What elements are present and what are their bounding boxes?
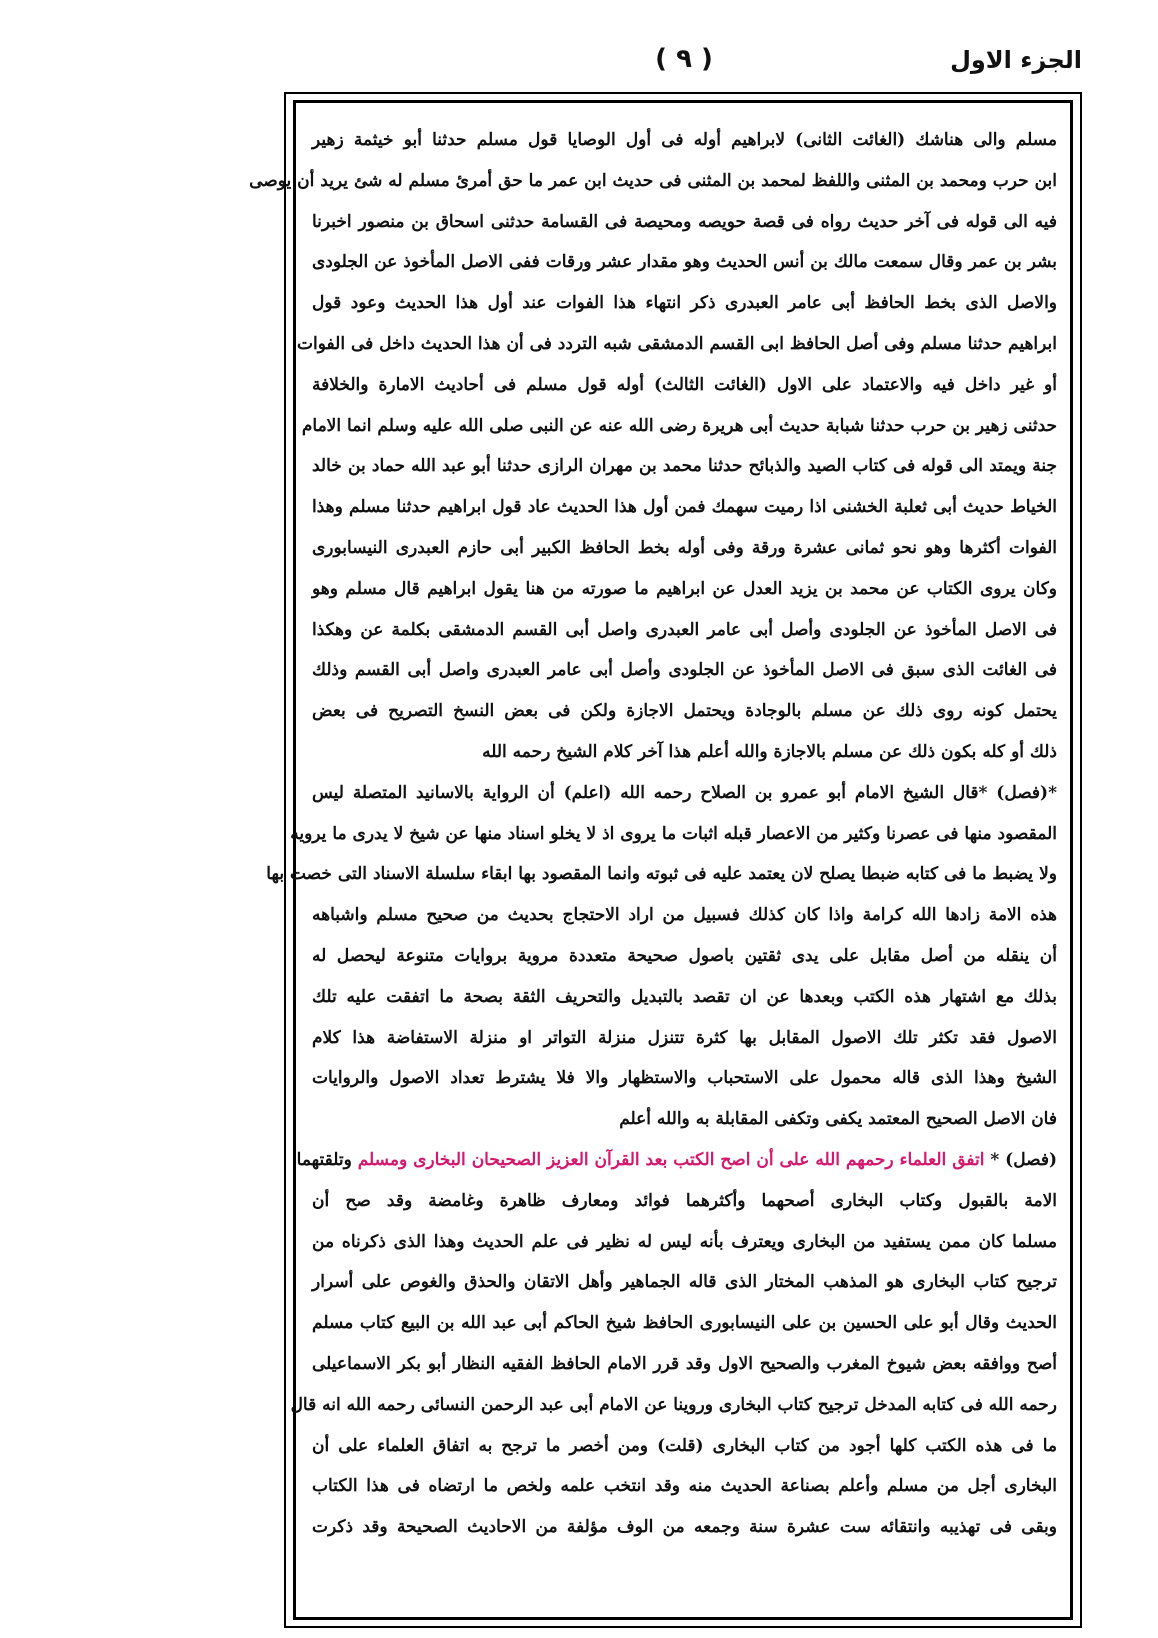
section-marker: (فصل) * (984, 1149, 1057, 1170)
text-line: وكان يروى الكتاب عن محمد بن يزيد العدل عن ابراهيم ما صورته من هنا يقول ابراهيم قال مسلم وهو (312, 578, 1057, 599)
line-tail: وتلقتهما (296, 1149, 358, 1170)
text-line: جنة ويمتد الى قوله فى كتاب الصيد والذبائح حدثنا محمد بن مهران الرازى حدثنا أبو عبد الله حماد بن خالد (312, 456, 1057, 477)
volume-label: الجزء الاول (950, 46, 1082, 74)
text-line: فى الغائت الذى سبق فى الاصل المأخوذ عن الجلودى وأصل أبى عامر العبدرى واصل أبى القسم وذلك (312, 660, 1057, 681)
text-line: فى الاصل المأخوذ عن الجلودى وأصل أبى عامر العبدرى واصل أبى القسم الدمشقى بكلمة عن وهكذا (312, 619, 1057, 640)
text-line: هذه الامة زادها الله كرامة واذا كان كذلك فسبيل من اراد الاحتجاج بحديث من صحيح مسلم واشباهه (312, 905, 1057, 926)
text-line: أصح ووافقه بعض شيوخ المغرب والصحيح الاول وقد قرر الامام الحافظ الفقيه النظار أبو بكر الاسماعيلى (312, 1353, 1057, 1374)
text-line: مسلم والى هناشك (الغائت الثانى) لابراهيم أوله فى أول الوصايا قول مسلم حدثنا أبو خيثمة زهير (312, 130, 1057, 150)
text-line: الاصول فقد تكثر تلك الاصول المقابل بها كثرة تتنزل منزلة التواتر او منزلة الاستفاضة هذا كلام (312, 1027, 1057, 1048)
text-line: رحمه الله فى كتابه المدخل ترجيح كتاب البخارى وروينا عن الامام أبى عبد الرحمن النسائى رحمه الله انه قال (290, 1394, 1057, 1415)
text-line: ما فى هذه الكتب كلها أجود من كتاب البخارى (قلت) ومن أخصر ما ترجح به اتفاق العلماء على أن (312, 1435, 1057, 1456)
text-line: أن ينقله من أصل مقابل على يدى ثقتين باصول صحيحة متعددة مروية بروايات متنوعة ليحصل له (312, 945, 1057, 966)
text-line: *(فصل) *قال الشيخ الامام أبو عمرو بن الصلاح رحمه الله (اعلم) أن الرواية بالاسانيد المتصلة ليس (312, 782, 1057, 803)
text-line: ترجيح كتاب البخارى هو المذهب المختار الذى قاله الجماهير وأهل الاتقان والحذق والغوص على أسرار (312, 1272, 1057, 1293)
text-line: فيه الى قوله فى آخر حديث رواه فى قصة حويصه ومحيصة فى القسامة حدثنى اسحاق بن منصور اخبرنا (312, 211, 1057, 232)
text-line: حدثنى زهير بن حرب حدثنا شبابة حديث أبى هريرة رضى الله عنه عن النبى صلى الله عليه وسلم انما الامام (301, 415, 1057, 436)
text-line: البخارى أجل من مسلم وأعلم بصناعة الحديث منه وقد انتخب علمه ولخص ما ارتضاه فى هذا الكتاب (312, 1476, 1057, 1497)
highlighted-text: اتفق العلماء رحمهم الله على أن اصح الكتب بعد القرآن العزيز الصحيحان البخارى ومسلم (357, 1149, 985, 1170)
text-line: ابراهيم حدثنا مسلم وفى أصل الحافظ ابى القسم الدمشقى شبه التردد فى أن هذا الحديث داخل فى الفوات (297, 333, 1057, 354)
text-line: الفوات أكثرها وهو نحو ثمانى عشرة ورقة وفى أوله بخط الحافظ الكبير أبى حازم العبدرى النيسابورى (312, 537, 1057, 558)
text-line: الحديث وقال أبو على الحسين بن على النيسابورى الحافظ شيخ الحاكم أبى عبد الله بن البيع كتاب مسلم (312, 1313, 1057, 1334)
text-line: ولا يضبط ما فى كتابه ضبطا يصلح لان يعتمد عليه فى ثبوته وانما المقصود بها ابقاء سلسلة الاسناد التى خصت بها (266, 864, 1057, 885)
page-number: ( ٩ ) (655, 44, 713, 74)
text-line: والاصل الذى بخط الحافظ أبى عامر العبدرى ذكر انتهاء هذا الفوات عند أول هذا الحديث وعود قول (312, 293, 1057, 314)
text-line: المقصود منها فى عصرنا وكثير من الاعصار قبله اثبات ما يروى اذ لا يخلو اسناد منها عن شيخ لا يدرى ما يرويه (290, 823, 1057, 844)
text-line: الخياط حديث أبى ثعلبة الخشنى اذا رميت سهمك فمن أول هذا الحديث عاد قول ابراهيم حدثنا مسلم وهذا (312, 497, 1057, 518)
text-line: الامة بالقبول وكتاب البخارى أصحهما وأكثرهما فوائد ومعارف ظاهرة وغامضة وقد صح أن (312, 1190, 1057, 1211)
text-line: فان الاصل الصحيح المعتمد يكفى وتكفى المقابلة به والله أعلم (619, 1109, 1057, 1130)
text-line: ذلك أو كله بكون ذلك عن مسلم بالاجازة والله أعلم هذا آخر كلام الشيخ رحمه الله (482, 741, 1057, 762)
text-line: يحتمل كونه روى ذلك عن مسلم بالوجادة ويحتمل الاجازة ولكن فى بعض النسخ التصريح فى بعض (312, 701, 1057, 722)
text-line: مسلما كان ممن يستفيد من البخارى ويعترف بأنه ليس له نظير فى علم الحديث وهذا الذى ذكرناه من (312, 1231, 1057, 1252)
text-line (296, 1140, 1057, 1181)
text-body (249, 120, 1057, 1548)
text-line: الشيخ وهذا الذى قاله محمول على الاستحباب والاستظهار والا فلا يشترط تعداد الاصول والروايات (312, 1068, 1057, 1089)
text-line: بذلك مع اشتهار هذه الكتب وبعدها عن ان تقصد بالتبديل والتحريف الثقة بصحة ما اتفقت عليه تلك (312, 986, 1057, 1007)
text-line: وبقى فى تهذيبه وانتقائه ست عشرة سنة وجمعه من الوف مؤلفة من الاحاديث الصحيحة وقد ذكرت (312, 1517, 1057, 1538)
text-line: ابن حرب ومحمد بن المثنى واللفظ لمحمد بن المثنى فى حديث ابن عمر ما حق أمرئ مسلم له شئ يريد أن يوصى (249, 170, 1057, 191)
text-line: أو غير داخل فيه والاعتماد على الاول (الغائت الثالث) أوله قول مسلم فى أحاديث الامارة والخلافة (312, 374, 1057, 395)
page-header (286, 42, 1082, 90)
text-line: بشر بن عمر وقال سمعت مالك بن أنس الحديث وهو مقدار عشر ورقات ففى الاصل المأخوذ عن الجلودى (312, 252, 1057, 273)
